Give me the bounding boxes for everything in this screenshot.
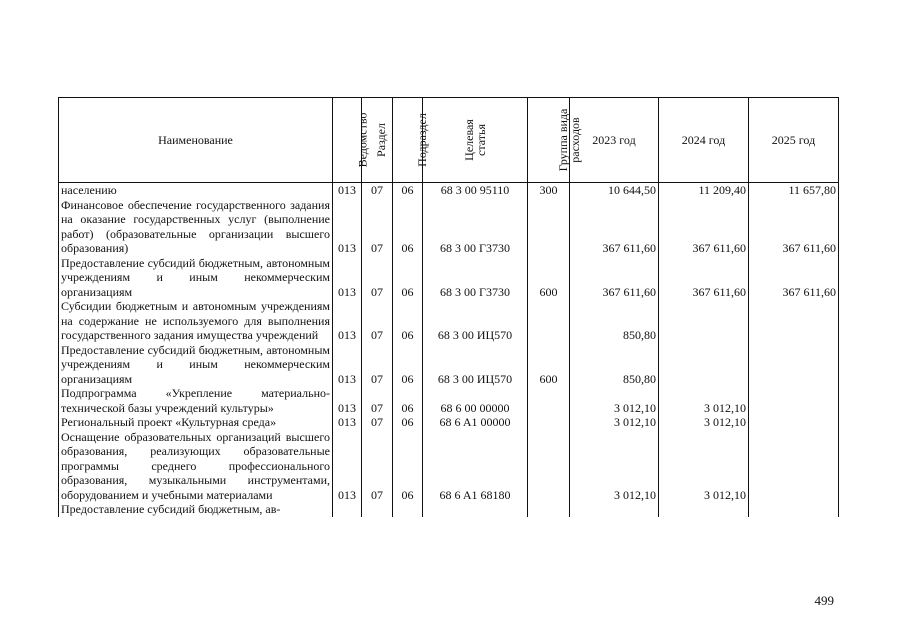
cell-name: Подпрограмма «Укрепление материально-технической базы учреждений культуры»: [59, 386, 333, 415]
cell-celevaya-statya: 68 3 00 ИЦ570: [423, 343, 528, 387]
cell-2025: [749, 299, 839, 343]
cell-2025: [749, 415, 839, 430]
cell-2024: 367 611,60: [659, 256, 749, 300]
cell-vedomstvo: 013: [333, 343, 362, 387]
cell-razdel: 07: [362, 343, 393, 387]
cell-podrazdel: 06: [393, 430, 423, 503]
header-razdel: Раздел: [362, 98, 393, 183]
cell-name: Региональный проект «Культурная среда»: [59, 415, 333, 430]
cell-podrazdel: 06: [393, 343, 423, 387]
cell-podrazdel: 06: [393, 198, 423, 256]
table-row: [59, 299, 839, 343]
cell-2024: 3 012,10: [659, 386, 749, 415]
cell-2024: 3 012,10: [659, 415, 749, 430]
cell-gruppa: [528, 386, 570, 415]
cell-gruppa: [528, 299, 570, 343]
cell-celevaya-statya: 68 3 00 ИЦ570: [423, 299, 528, 343]
cell-razdel: 07: [362, 183, 393, 198]
cell-2023: 10 644,50: [570, 183, 659, 198]
cell-podrazdel: 06: [393, 256, 423, 300]
cell-name: Предоставление субсидий бюджетным, автономным учреждениям и иным некоммерческим организациям: [59, 256, 333, 300]
cell-2024: 3 012,10: [659, 430, 749, 503]
cell-razdel: [362, 502, 393, 517]
cell-name: Субсидии бюджетным и автономным учреждениям на содержание не используемого для выполнения государственного задания имущества учреждений: [59, 299, 333, 343]
table-body: [59, 183, 839, 517]
cell-vedomstvo: 013: [333, 415, 362, 430]
cell-2023: 3 012,10: [570, 430, 659, 503]
header-celevaya: Целевая статья: [423, 98, 528, 183]
page-number: 499: [814, 593, 834, 608]
cell-gruppa: [528, 502, 570, 517]
table-header: [59, 98, 839, 183]
table-row: [59, 430, 839, 503]
table-row: [59, 198, 839, 256]
cell-gruppa: [528, 430, 570, 503]
cell-2023: 367 611,60: [570, 198, 659, 256]
header-podrazdel: Подраздел: [393, 98, 423, 183]
table-row: [59, 183, 839, 198]
cell-celevaya-statya: 68 6 A1 68180: [423, 430, 528, 503]
cell-razdel: 07: [362, 415, 393, 430]
cell-2023: 850,80: [570, 343, 659, 387]
cell-2024: 367 611,60: [659, 198, 749, 256]
header-2025: 2025 год: [749, 98, 839, 183]
cell-2024: [659, 343, 749, 387]
table-row: [59, 415, 839, 430]
cell-gruppa: 300: [528, 183, 570, 198]
cell-name: населению: [59, 183, 333, 198]
cell-2025: 367 611,60: [749, 198, 839, 256]
cell-2025: [749, 386, 839, 415]
cell-2025: [749, 343, 839, 387]
budget-table: [58, 97, 839, 517]
cell-vedomstvo: 013: [333, 299, 362, 343]
table-row: [59, 343, 839, 387]
cell-gruppa: [528, 415, 570, 430]
cell-celevaya-statya: 68 3 00 Г3730: [423, 256, 528, 300]
cell-name: Предоставление субсидий бюджетным, ав-: [59, 502, 333, 517]
cell-2023: 850,80: [570, 299, 659, 343]
cell-podrazdel: 06: [393, 386, 423, 415]
cell-2023: 3 012,10: [570, 386, 659, 415]
cell-gruppa: 600: [528, 256, 570, 300]
cell-razdel: 07: [362, 299, 393, 343]
cell-gruppa: [528, 198, 570, 256]
cell-vedomstvo: 013: [333, 183, 362, 198]
cell-2023: [570, 502, 659, 517]
cell-podrazdel: [393, 502, 423, 517]
header-2023: 2023 год: [570, 98, 659, 183]
cell-vedomstvo: 013: [333, 430, 362, 503]
cell-2025: 367 611,60: [749, 256, 839, 300]
cell-razdel: 07: [362, 386, 393, 415]
cell-name: Финансовое обеспечение государственного задания на оказание государственных услуг (выполнение работ) (образовательные организации высшего образования): [59, 198, 333, 256]
cell-name: Предоставление субсидий бюджетным, автономным учреждениям и иным некоммерческим организациям: [59, 343, 333, 387]
header-2024: 2024 год: [659, 98, 749, 183]
cell-2023: 367 611,60: [570, 256, 659, 300]
cell-2025: [749, 502, 839, 517]
header-name: Наименование: [59, 98, 333, 183]
cell-celevaya-statya: [423, 502, 528, 517]
cell-podrazdel: 06: [393, 299, 423, 343]
cell-vedomstvo: 013: [333, 256, 362, 300]
cell-gruppa: 600: [528, 343, 570, 387]
cell-2024: [659, 502, 749, 517]
cell-razdel: 07: [362, 430, 393, 503]
cell-2024: 11 209,40: [659, 183, 749, 198]
cell-2023: 3 012,10: [570, 415, 659, 430]
cell-vedomstvo: [333, 502, 362, 517]
header-vedomstvo: Ведомство: [333, 98, 362, 183]
cell-podrazdel: 06: [393, 183, 423, 198]
cell-celevaya-statya: 68 6 00 00000: [423, 386, 528, 415]
cell-razdel: 07: [362, 198, 393, 256]
cell-2024: [659, 299, 749, 343]
cell-2025: 11 657,80: [749, 183, 839, 198]
cell-podrazdel: 06: [393, 415, 423, 430]
cell-celevaya-statya: 68 3 00 Г3730: [423, 198, 528, 256]
header-gruppa: Группа вида расходов: [528, 98, 570, 183]
table-row: [59, 256, 839, 300]
cell-vedomstvo: 013: [333, 198, 362, 256]
cell-name: Оснащение образовательных организаций высшего образования, реализующих образовательные программы среднего профессионального образования, музыкальными инструментами, оборудованием и учебными материалами: [59, 430, 333, 503]
cell-2025: [749, 430, 839, 503]
cell-celevaya-statya: 68 6 A1 00000: [423, 415, 528, 430]
cell-vedomstvo: 013: [333, 386, 362, 415]
table-row: [59, 386, 839, 415]
cell-razdel: 07: [362, 256, 393, 300]
cell-celevaya-statya: 68 3 00 95110: [423, 183, 528, 198]
table-row: [59, 502, 839, 517]
